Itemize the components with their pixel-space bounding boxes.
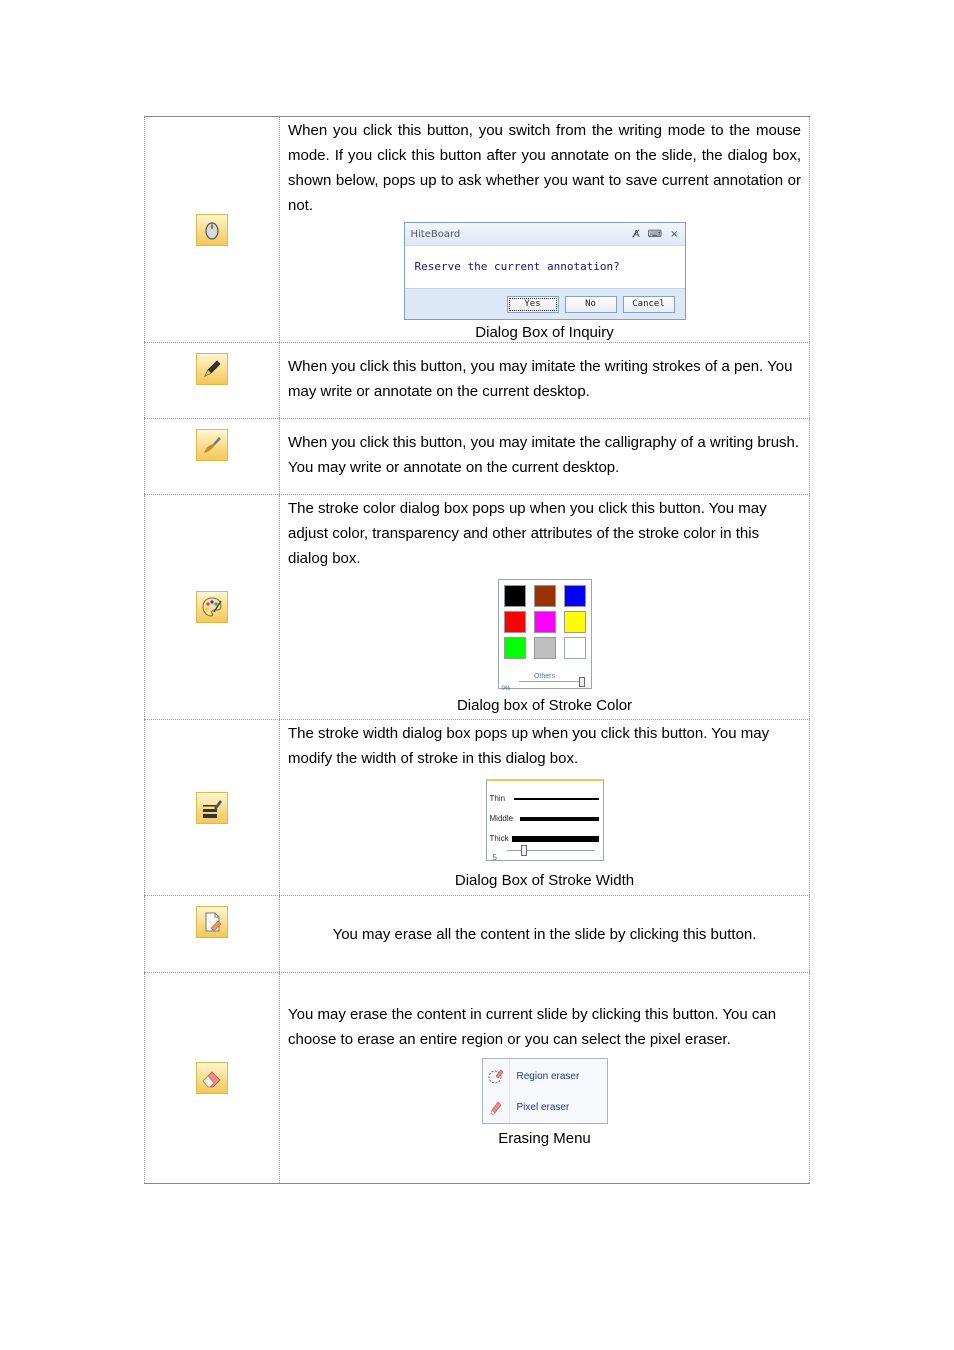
table-row	[144, 343, 810, 419]
cancel-button[interactable]: Cancel	[623, 296, 675, 313]
color-swatch[interactable]	[534, 637, 556, 659]
pixel-eraser-label: Pixel eraser	[516, 1101, 570, 1113]
table-row	[144, 117, 810, 343]
description-cell	[280, 495, 810, 719]
color-swatch[interactable]	[534, 585, 556, 607]
dialog-message: Reserve the current annotation?	[414, 260, 620, 273]
middle-line	[520, 817, 599, 821]
color-swatch[interactable]	[564, 637, 586, 659]
table-row	[144, 973, 810, 1183]
transparency-slider-track[interactable]	[519, 681, 585, 682]
pixel-eraser-item[interactable]	[483, 1093, 607, 1121]
icon-cell	[144, 495, 280, 719]
width-slider-handle[interactable]	[521, 845, 527, 856]
description-cell	[280, 419, 818, 494]
color-swatch[interactable]	[504, 585, 526, 607]
color-swatch[interactable]	[504, 637, 526, 659]
icon-cell	[144, 896, 280, 972]
description-text: When you click this button, you may imitate the calligraphy of a writing brush. You may write or annotate on the current desktop.	[288, 434, 818, 476]
dialog-button-bar	[405, 288, 685, 319]
eraser-icon	[196, 1062, 228, 1094]
color-swatch[interactable]	[504, 611, 526, 633]
description-text: When you click this button, you switch from the writing mode to the mouse mode. If you click this button after you annotate on the slide, the dialog box, shown below, pops up to ask whether you want to save current annotation or not.	[288, 122, 801, 214]
icon-cell	[144, 973, 280, 1183]
description-text: The stroke color dialog box pops up when you click this button. You may adjust color, transparency and other attributes of the stroke color in this dialog box.	[288, 500, 767, 567]
erasing-menu	[482, 1058, 608, 1124]
figure-caption: Dialog Box of Stroke Width	[454, 872, 635, 889]
description-text: You may erase the content in current slide by clicking this button. You can choose to erase an entire region or you can select the pixel eraser.	[288, 1006, 777, 1048]
icon-cell	[144, 117, 280, 342]
color-swatch-grid	[504, 585, 586, 659]
region-eraser-item[interactable]	[483, 1062, 607, 1090]
pixel-eraser-icon	[483, 1098, 509, 1116]
description-text: The stroke width dialog box pops up when you click this button. You may modify the width of stroke in this dialog box.	[288, 725, 770, 767]
keyboard-icon[interactable]: ⌨	[647, 228, 663, 240]
close-icon[interactable]: ×	[670, 228, 679, 240]
stroke-width-dialog	[486, 779, 604, 861]
thin-label: Thin	[489, 794, 506, 803]
pen-icon	[196, 353, 228, 385]
description-cell	[280, 117, 810, 342]
figure-caption: Dialog Box of Inquiry	[475, 324, 614, 341]
language-icon[interactable]: A̸	[632, 228, 640, 240]
table-row	[144, 720, 810, 896]
table-row	[144, 896, 810, 973]
inquiry-dialog	[404, 222, 686, 320]
stroke-width-icon	[196, 792, 228, 824]
thick-label: Thick	[489, 834, 509, 843]
icon-cell	[144, 419, 280, 494]
no-button[interactable]: No	[565, 296, 617, 313]
stroke-color-dialog	[498, 579, 592, 692]
region-eraser-icon	[483, 1067, 509, 1085]
figure-caption: Dialog box of Stroke Color	[456, 697, 633, 714]
thick-option[interactable]	[490, 826, 599, 851]
color-swatch[interactable]	[534, 611, 556, 633]
transparency-value: 0%	[501, 686, 511, 692]
description-text: When you click this button, you may imitate the writing strokes of a pen. You may write or annotate on the current desktop.	[288, 358, 793, 400]
dialog-title: HiteBoard	[410, 228, 461, 240]
description-cell	[280, 720, 810, 895]
description-text: You may erase all the content in the slide by clicking this button.	[332, 926, 757, 943]
color-swatch[interactable]	[564, 585, 586, 607]
width-value: 5	[492, 853, 497, 862]
region-eraser-label: Region eraser	[516, 1070, 580, 1082]
others-link[interactable]: Others	[533, 673, 555, 680]
transparency-slider-handle[interactable]	[579, 677, 585, 687]
palette-icon	[196, 591, 228, 623]
figure-caption: Erasing Menu	[498, 1130, 591, 1147]
middle-label: Middle	[489, 814, 514, 823]
color-swatch[interactable]	[564, 611, 586, 633]
table-row	[144, 419, 818, 495]
description-cell	[280, 343, 810, 418]
description-cell	[280, 896, 810, 972]
icon-cell	[144, 720, 280, 895]
mouse-icon	[196, 214, 228, 246]
dialog-titlebar	[405, 223, 685, 246]
table-row	[144, 495, 810, 720]
thin-line	[514, 798, 599, 800]
yes-button[interactable]: Yes	[507, 296, 559, 313]
brush-icon	[196, 429, 228, 461]
clear-page-icon	[196, 906, 228, 938]
thick-line	[512, 836, 599, 842]
icon-cell	[144, 343, 280, 418]
description-cell	[280, 973, 810, 1183]
button-description-table	[144, 116, 818, 1184]
